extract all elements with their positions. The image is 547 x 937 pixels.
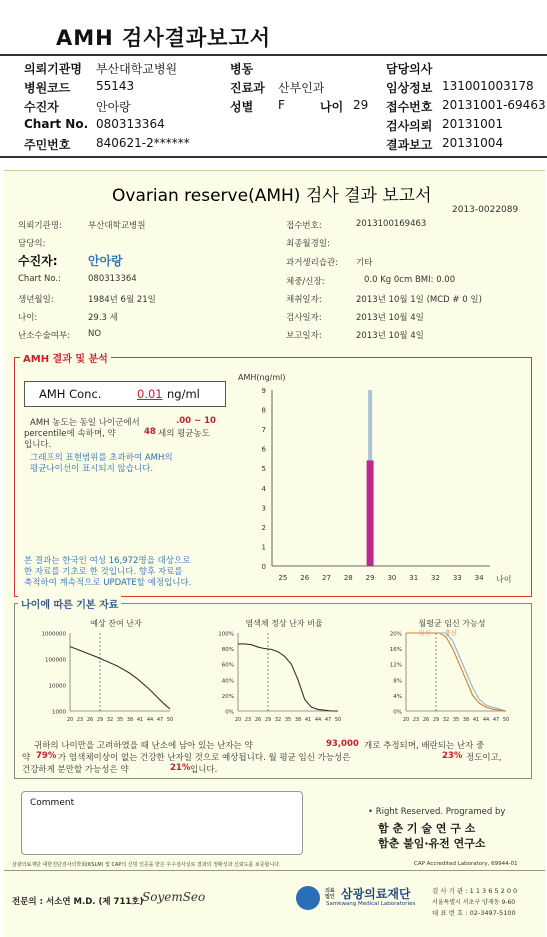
field-receipt-label: 접수번호:	[286, 221, 322, 231]
amh-desc-range: .00 ~ 10	[176, 416, 216, 426]
amh-desc-2: percentile에 속하며, 약	[24, 429, 116, 439]
mini-chart-ytick: 40%	[221, 678, 234, 685]
label-resident-no: 주민번호	[24, 138, 71, 152]
amh-chart-ytick: 0	[261, 563, 266, 571]
mini-chart-ytick: 1000000	[41, 631, 66, 638]
amh-chart-xlabel: 나이	[496, 575, 512, 584]
mini-chart-ytick: 0%	[225, 709, 234, 716]
mini-chart-xtick: 32	[274, 717, 282, 723]
footer-rule	[4, 870, 545, 871]
field-age-value: 29.3 세	[88, 313, 118, 323]
field-surgery-label: 난소수술여부:	[18, 331, 71, 341]
value-resident-no: 840621-2******	[96, 136, 190, 150]
field-chart-value: 080313364	[88, 274, 137, 284]
amh-note-2: 평균나이선이 표시되지 않습니다.	[30, 464, 154, 474]
field-doctor-label: 담당의:	[18, 239, 46, 249]
mini-chart-ytick: 8%	[393, 678, 402, 685]
contact-phone: 대 표 번 호 : 02-3497-5100	[432, 909, 516, 917]
header-bottom-rule	[0, 156, 547, 158]
mini-chart-xtick: 41	[472, 717, 480, 723]
value-clinical-info: 131001003178	[442, 79, 534, 93]
comment-label: Comment	[30, 798, 75, 808]
label-age: 나이	[320, 100, 344, 114]
amh-chart-xtick: 27	[322, 574, 331, 582]
header-top-rule	[0, 54, 547, 56]
label-doctor: 담당의사	[386, 62, 433, 76]
value-chart-no: 080313364	[96, 117, 165, 131]
field-lmp-label: 최종월경일:	[286, 239, 330, 249]
field-hospital-value: 부산대학교병원	[88, 221, 146, 231]
amh-chart-xtick: 30	[387, 574, 397, 582]
field-body-value: 0.0 Kg 0cm BMI: 0.00	[364, 275, 456, 285]
mini-chart-xtick: 44	[146, 717, 154, 723]
amh-chart-bar	[367, 460, 374, 566]
mini-chart-title: 월평균 임신 가능성	[418, 619, 486, 628]
mini-chart-xtick: 23	[244, 717, 252, 723]
report-header-title: AMH 검사결과보고서	[56, 26, 272, 50]
comment-box	[21, 791, 303, 855]
field-patient-value: 안아랑	[88, 254, 123, 268]
field-report-label: 보고일자:	[286, 331, 322, 341]
contact-lab-no: 검 사 기 관 : 1 1 3 6 5 2 0 0	[432, 887, 518, 895]
amh-note-3: 본 결과는 한국인 여성 16,972명을 대상으로	[24, 556, 191, 566]
footer-doctor: 전문의 : 서소연 M.D. (제 711호)	[12, 897, 144, 907]
field-age-label: 나이:	[18, 313, 38, 323]
label-hospital: 의뢰기관명	[24, 62, 82, 76]
amh-chart-ytick: 5	[261, 465, 266, 474]
mini-chart-xtick: 32	[106, 717, 114, 723]
basic-line2-a: 약	[22, 753, 31, 763]
amh-note-1: 그래프의 표현범위를 초과하여 AMH의	[30, 453, 173, 463]
field-receipt-value: 2013100169463	[356, 219, 427, 229]
mini-chart-ytick: 12%	[389, 662, 402, 669]
value-hospital: 부산대학교병원	[96, 62, 178, 76]
field-menses-value: 기타	[356, 258, 373, 268]
amh-desc-1: AMH 농도는 동일 나이군에서	[30, 418, 140, 428]
amh-chart-ytick: 6	[261, 445, 266, 454]
footer-cap: CAP Accredited Laboratory, 69944-01	[414, 861, 518, 867]
mini-chart-xtick: 38	[294, 717, 302, 723]
amh-desc-3: 세의 평균농도	[158, 429, 210, 439]
amh-chart-xtick: 25	[278, 574, 288, 582]
value-sex: F	[278, 98, 285, 112]
remaining-eggs-chart	[26, 617, 176, 729]
mini-chart-xtick: 38	[126, 717, 134, 723]
value-hospital-code: 55143	[96, 79, 135, 93]
mini-chart-title: 염색체 정상 난자 비율	[245, 619, 323, 628]
basic-birth-pct: 21%	[170, 763, 191, 773]
mini-chart-xtick: 26	[86, 717, 94, 723]
basic-section-title: 나이에 따른 기본 자료	[18, 596, 121, 611]
amh-chart-ytick: 3	[261, 504, 266, 513]
mini-chart-ytick: 10000	[48, 683, 66, 690]
rights-line-2: 함 춘 기 술 연 구 소	[378, 822, 476, 835]
amh-chart-ytick: 4	[261, 484, 266, 493]
mini-chart-xtick: 50	[334, 717, 342, 723]
samkwang-logo-icon	[296, 886, 320, 910]
mini-chart-ytick: 100000	[45, 657, 66, 664]
basic-normal-pct: 79%	[36, 751, 57, 761]
contact-address: 서울특별시 서초구 양재동 9-60	[432, 899, 516, 906]
amh-desc-age: 48	[144, 427, 156, 437]
logo-name: 삼광의료재단	[341, 887, 411, 901]
basic-line3-b: 입니다.	[190, 765, 218, 775]
mini-chart-ytick: 1000	[52, 709, 66, 716]
logo-small-text: 의료 법인	[325, 888, 335, 900]
mini-chart-ytick: 0%	[393, 709, 402, 716]
field-body-label: 체중/신장:	[286, 277, 325, 287]
amh-chart-ytick: 2	[261, 523, 266, 532]
field-sample-value: 2013년 10월 1일 (MCD # 0 일)	[356, 295, 482, 305]
label-sex: 성별	[230, 100, 254, 114]
value-patient: 안아랑	[96, 100, 131, 114]
field-birth-label: 생년월일:	[18, 295, 54, 305]
basic-line1-a: 귀하의 나이만을 고려하였을 때 난소에 남아 있는 난자는 약	[34, 741, 253, 751]
rights-line-1: • Right Reserved. Programed by	[368, 807, 506, 817]
mini-chart-xtick: 41	[304, 717, 312, 723]
mini-chart-xtick: 35	[284, 717, 292, 723]
amh-desc-4: 입니다.	[24, 440, 52, 450]
basic-pregnancy-pct: 23%	[442, 751, 463, 761]
value-age: 29	[353, 98, 369, 112]
amh-conc-label: AMH Conc.	[39, 387, 102, 401]
mini-chart-xtick: 50	[166, 717, 174, 723]
amh-bar-chart	[232, 368, 528, 592]
amh-chart-ytick: 1	[261, 543, 266, 552]
basic-line2-c: 정도이고,	[466, 753, 502, 763]
mini-chart-ytick: 4%	[393, 693, 402, 700]
basic-egg-count: 93,000	[326, 739, 359, 749]
label-ward: 병동	[230, 62, 254, 76]
label-department: 진료과	[230, 81, 265, 95]
amh-chart-xtick: 29	[365, 574, 375, 582]
mini-chart-xtick: 35	[452, 717, 460, 723]
normal-egg-ratio-chart	[194, 617, 344, 729]
value-department: 산부인과	[278, 81, 325, 95]
mini-chart-series-line	[406, 633, 506, 711]
mini-chart-xtick: 44	[314, 717, 322, 723]
basic-line1-b: 개로 추정되며, 배란되는 난자 중	[364, 741, 485, 751]
mini-chart-title: 예상 잔여 난자	[90, 619, 142, 628]
mini-chart-xtick: 41	[136, 717, 144, 723]
pregnancy-chance-chart	[362, 617, 512, 729]
mini-chart-ytick: 60%	[221, 662, 234, 669]
mini-chart-xtick: 20	[402, 717, 410, 723]
footer-certification: 삼광의료재단 대한진단검사의학회(KSLM) 및 CAP의 신빙 인증을 받은 우수검사실로 결과의 정확성과 신뢰도를 보증합니다.	[12, 862, 281, 868]
field-hospital-label: 의뢰기관명:	[18, 221, 62, 231]
field-sample-label: 채취일자:	[286, 295, 322, 305]
mini-chart-xtick: 20	[66, 717, 74, 723]
amh-note-4: 한 자료를 기초로 한 것입니다. 향후 자료를	[24, 567, 183, 577]
label-clinical-info: 임상정보	[386, 81, 433, 95]
basic-line2-b: 가 염색체이상이 없는 건강한 난자일 것으로 예상됩니다. 월 평균 임신 가능성은	[58, 753, 351, 763]
field-report-value: 2013년 10월 4일	[356, 331, 424, 341]
amh-chart-xtick: 33	[452, 574, 462, 582]
mini-chart-series-line	[238, 644, 338, 711]
label-chart-no: Chart No.	[24, 117, 89, 131]
amh-note-5: 축적하여 계속적으로 UPDATE할 예정입니다.	[24, 578, 192, 588]
amh-chart-xtick: 26	[300, 574, 310, 582]
mini-chart-xtick: 47	[156, 717, 164, 723]
amh-chart-ytick: 9	[261, 387, 266, 395]
amh-chart-ytick: 8	[261, 406, 266, 415]
mini-chart-xtick: 38	[462, 717, 470, 723]
value-report-date: 20131004	[442, 136, 504, 150]
amh-chart-ylabel: AMH(ng/ml)	[238, 373, 286, 382]
mini-chart-xtick: 35	[116, 717, 124, 723]
amh-conc-value: 0.01	[137, 387, 163, 401]
label-report-date: 결과보고	[386, 138, 433, 152]
mini-chart-ytick: 20%	[389, 631, 402, 638]
rights-line-3: 함춘 불임·유전 연구소	[378, 837, 486, 850]
label-patient: 수진자	[24, 100, 59, 114]
basic-line3-a: 건강하게 분만할 가능성은 약	[22, 765, 129, 775]
mini-chart-series-line	[70, 647, 170, 709]
mini-chart-xtick: 29	[432, 717, 440, 723]
mini-chart-xtick: 50	[502, 717, 510, 723]
mini-chart-xtick: 29	[264, 717, 272, 723]
mini-chart-series-line	[406, 633, 506, 711]
report-title: Ovarian reserve(AMH) 검사 결과 보고서	[112, 186, 432, 206]
mini-chart-legend-2: - 출산	[440, 629, 457, 637]
mini-chart-ytick: 80%	[221, 647, 234, 654]
mini-chart-xtick: 23	[412, 717, 420, 723]
mini-chart-xtick: 23	[76, 717, 84, 723]
mini-chart-ytick: 20%	[221, 693, 234, 700]
mini-chart-xtick: 44	[482, 717, 490, 723]
mini-chart-xtick: 47	[492, 717, 500, 723]
amh-report-sheet	[4, 170, 545, 937]
amh-chart-xtick: 31	[409, 574, 419, 582]
value-request-date: 20131001	[442, 117, 504, 131]
amh-chart-xtick: 34	[474, 574, 484, 582]
field-test-label: 검사일자:	[286, 313, 322, 323]
label-receipt-no: 접수번호	[386, 100, 433, 114]
mini-chart-ytick: 100%	[218, 631, 234, 638]
label-request-date: 검사의뢰	[386, 119, 433, 133]
amh-section-title: AMH 결과 및 분석	[20, 350, 111, 365]
amh-chart-ytick: 7	[261, 426, 266, 435]
logo-english-name: Samkwang Medical Laboratories	[326, 901, 416, 907]
doctor-signature: SoyemSeo	[142, 890, 206, 904]
label-hospital-code: 병원코드	[24, 81, 71, 95]
mini-chart-ytick: 16%	[389, 647, 402, 654]
mini-chart-legend-1: - 임신	[414, 629, 431, 637]
amh-chart-xtick: 32	[431, 574, 440, 582]
field-patient-label: 수진자:	[18, 254, 58, 268]
field-menses-label: 과거생리습관:	[286, 258, 339, 268]
field-test-value: 2013년 10월 4일	[356, 313, 424, 323]
field-chart-label: Chart No.:	[18, 274, 62, 284]
mini-chart-xtick: 47	[324, 717, 332, 723]
mini-chart-xtick: 26	[422, 717, 430, 723]
amh-chart-xtick: 28	[343, 574, 353, 582]
amh-conc-unit: ng/ml	[167, 387, 200, 401]
value-receipt-no: 20131001-69463	[442, 98, 546, 112]
report-doc-number: 2013-0022089	[452, 205, 519, 215]
field-surgery-value: NO	[88, 329, 102, 339]
mini-chart-xtick: 29	[96, 717, 104, 723]
amh-conc-box	[24, 381, 226, 407]
mini-chart-xtick: 26	[254, 717, 262, 723]
field-birth-value: 1984년 6월 21일	[88, 295, 156, 305]
mini-chart-xtick: 20	[234, 717, 242, 723]
mini-chart-xtick: 32	[442, 717, 450, 723]
